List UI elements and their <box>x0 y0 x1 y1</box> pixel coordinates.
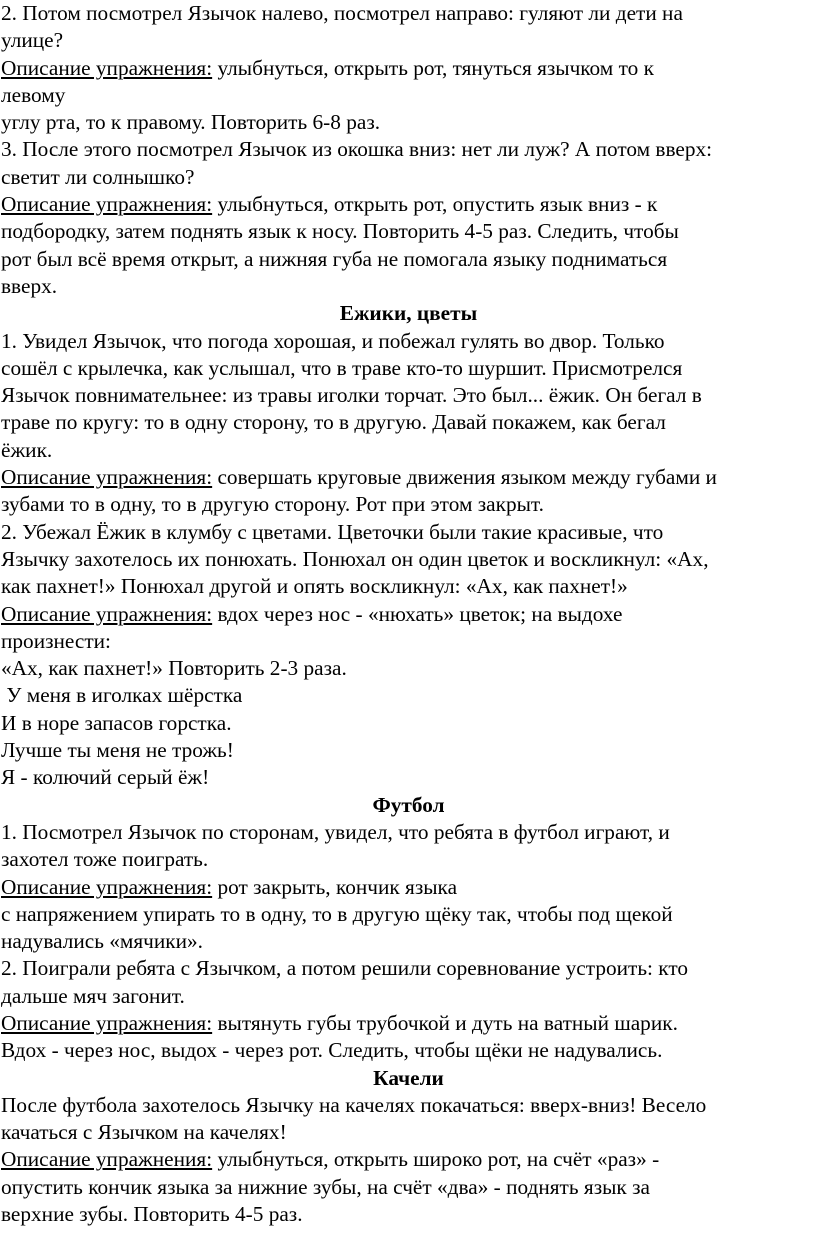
text-line: И в норе запасов горстка. <box>1 710 232 735</box>
text-line: 2. Поиграли ребята с Язычком, а потом решили соревнование устроить: кто <box>1 956 689 981</box>
text-line: с напряжением упирать то в одну, то в другую щёку так, чтобы под щекой <box>1 901 673 926</box>
text-line: 3. После этого посмотрел Язычок из окошка вниз: нет ли луж? А потом вверх: <box>1 137 713 162</box>
exercise-description-text: вытянуть губы трубочкой и дуть на ватный шарик. <box>212 1010 678 1035</box>
text-line: рот был всё время открыт, а нижняя губа не помогала языку подниматься <box>1 246 668 271</box>
text-line: вверх. <box>1 273 58 298</box>
exercise-description-text: улыбнуться, открыть широко рот, на счёт «раз» - <box>212 1147 660 1172</box>
exercise-description-label: Описание упражнения: <box>1 1010 213 1035</box>
text-line: Я - колючий серый ёж! <box>1 765 210 790</box>
text-line: улице? <box>1 28 64 53</box>
section-heading: Ежики, цветы <box>339 301 478 326</box>
text-line: зубами то в одну, то в другую сторону. Рот при этом закрыт. <box>1 492 544 517</box>
text-line: верхние зубы. Повторить 4-5 раз. <box>1 1202 303 1227</box>
section-heading: Качели <box>373 1065 444 1090</box>
exercise-description-label: Описание упражнения: <box>1 874 213 899</box>
text-line: ёжик. <box>1 437 53 462</box>
text-line: захотел тоже поиграть. <box>1 847 209 872</box>
text-line: опустить кончик языка за нижние зубы, на счёт «два» - поднять язык за <box>1 1174 650 1199</box>
exercise-description-text: совершать круговые движения языком между губами и <box>212 465 717 490</box>
exercise-description-label: Описание упражнения: <box>1 55 213 80</box>
text-line: 1. Посмотрел Язычок по сторонам, увидел, что ребята в футбол играют, и <box>1 819 670 844</box>
exercise-description-text: рот закрыть, кончик языка <box>212 874 458 899</box>
text-line: Язычку захотелось их понюхать. Понюхал он один цветок и воскликнул: «Ах, <box>1 546 709 571</box>
text-line: надувались «мячики». <box>1 929 204 954</box>
text-line: Язычок повнимательнее: из травы иголки торчат. Это был... ёжик. Он бегал в <box>1 383 702 408</box>
text-line: подбородку, затем поднять язык к носу. Повторить 4-5 раз. Следить, чтобы <box>1 219 679 244</box>
text-line: как пахнет!» Понюхал другой и опять воскликнул: «Ах, как пахнет!» <box>1 574 628 599</box>
text-line: 2. Потом посмотрел Язычок налево, посмотрел направо: гуляют ли дети на <box>1 1 683 25</box>
exercise-description-line <box>1 601 816 628</box>
exercise-description-line <box>1 874 816 901</box>
exercise-description-label: Описание упражнения: <box>1 1147 213 1172</box>
exercise-description-text: улыбнуться, открыть рот, тянуться язычком то к <box>212 55 654 80</box>
text-line: 1. Увидел Язычок, что погода хорошая, и побежал гулять во двор. Только <box>1 328 665 353</box>
exercise-description-text: вдох через нос - «нюхать» цветок; на выдохе <box>212 601 623 626</box>
exercise-description-line <box>1 1146 816 1173</box>
text-line: После футбола захотелось Язычку на качелях покачаться: вверх-вниз! Весело <box>1 1092 707 1117</box>
text-line: углу рта, то к правому. Повторить 6-8 раз. <box>1 110 381 135</box>
exercise-description-line <box>1 55 816 82</box>
text-line: левому <box>1 82 66 107</box>
exercise-description-label: Описание упражнения: <box>1 465 213 490</box>
exercise-description-line <box>1 191 816 218</box>
text-line: Вдох - через нос, выдох - через рот. Следить, чтобы щёки не надувались. <box>1 1038 663 1063</box>
text-line: У меня в иголках шёрстка <box>1 683 243 708</box>
exercise-description-line <box>1 464 816 491</box>
text-line: траве по кругу: то в одну сторону, то в другую. Давай покажем, как бегал <box>1 410 666 435</box>
text-line: Лучше ты меня не трожь! <box>1 738 234 763</box>
text-line: 2. Убежал Ёжик в клумбу с цветами. Цветочки были такие красивые, что <box>1 519 664 544</box>
exercise-description-label: Описание упражнения: <box>1 601 213 626</box>
text-line: светит ли солнышко? <box>1 164 195 189</box>
text-line: «Ах, как пахнет!» Повторить 2-3 раза. <box>1 656 347 681</box>
section-heading: Футбол <box>372 792 445 817</box>
text-line: качаться с Язычком на качелях! <box>1 1120 287 1145</box>
exercise-description-line <box>1 1010 816 1037</box>
text-line: произнести: <box>1 628 111 653</box>
exercise-description-text: улыбнуться, открыть рот, опустить язык вниз - к <box>212 192 658 217</box>
text-line: сошёл с крылечка, как услышал, что в траве кто-то шуршит. Присмотрелся <box>1 355 683 380</box>
text-line: дальше мяч загонит. <box>1 983 185 1008</box>
exercise-description-label: Описание упражнения: <box>1 192 213 217</box>
